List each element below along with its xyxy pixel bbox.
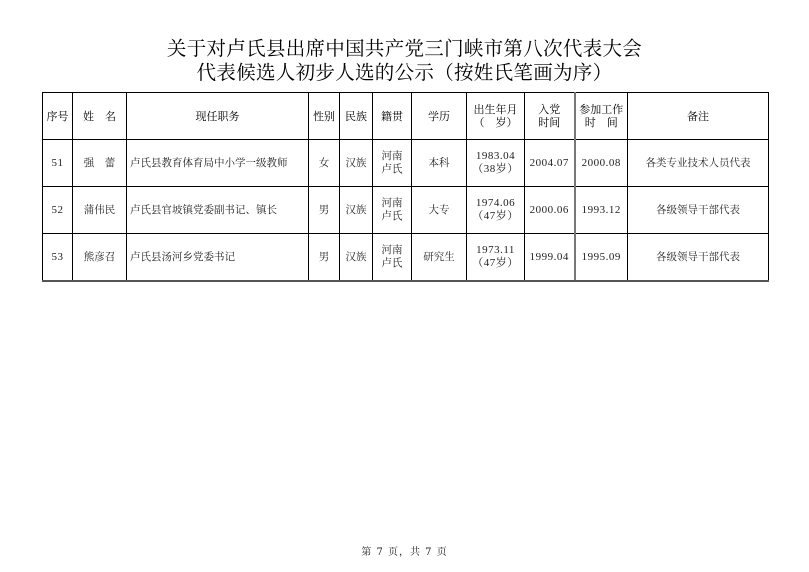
header-work-date (575, 93, 628, 140)
cell-age: （47岁） (472, 210, 519, 222)
cell-seq: 53 (43, 234, 73, 282)
cell-name: 强 蕾 (73, 140, 127, 187)
cell-ethnicity: 汉族 (340, 187, 373, 234)
cell-party-date: 2000.06 (525, 187, 575, 234)
header-education: 学历 (412, 93, 467, 140)
cell-name: 蒲伟民 (73, 187, 127, 234)
cell-gender: 男 (309, 234, 340, 282)
cell-ethnicity: 汉族 (340, 140, 373, 187)
cell-origin-line2: 卢氏 (381, 163, 403, 175)
header-work-line2: 时 间 (584, 116, 618, 129)
header-gender: 性别 (309, 93, 340, 140)
header-party-line1: 入党 (538, 103, 561, 116)
header-name: 姓 名 (73, 93, 127, 140)
table-row (43, 234, 769, 282)
cell-seq: 52 (43, 187, 73, 234)
header-origin: 籍贯 (373, 93, 412, 140)
document-title-line1: 关于对卢氏县出席中国共产党三门峡市第八次代表大会 (166, 37, 643, 60)
cell-name: 熊彦召 (73, 234, 127, 282)
cell-seq: 51 (43, 140, 73, 187)
cell-education: 大专 (412, 187, 467, 234)
header-birth (467, 93, 525, 140)
cell-birth (467, 187, 525, 234)
cell-remark: 各级领导干部代表 (628, 234, 769, 282)
cell-origin-line1: 河南 (381, 244, 403, 256)
cell-ethnicity: 汉族 (340, 234, 373, 282)
document-title-line2: 代表候选人初步人选的公示（按姓氏笔画为序） (196, 61, 613, 84)
cell-origin-line1: 河南 (381, 150, 403, 162)
cell-education: 本科 (412, 140, 467, 187)
cell-position: 卢氏县官坡镇党委副书记、镇长 (127, 187, 309, 234)
table-row (43, 140, 769, 187)
cell-origin-line2: 卢氏 (381, 257, 403, 269)
page-number-footer: 第 7 页，共 7 页 (361, 547, 448, 558)
cell-birth-date: 1974.06 (475, 197, 516, 209)
cell-origin (373, 140, 412, 187)
table-header-row (43, 93, 769, 140)
cell-remark: 各级领导干部代表 (628, 187, 769, 234)
cell-work-date: 1995.09 (575, 234, 628, 282)
cell-birth-date: 1973.11 (476, 244, 515, 256)
cell-age: （38岁） (472, 163, 519, 175)
cell-gender: 男 (309, 187, 340, 234)
cell-work-date: 1993.12 (575, 187, 628, 234)
header-birth-line1: 出生年月 (473, 103, 518, 116)
header-party-line2: 时间 (538, 116, 561, 129)
cell-remark: 各类专业技术人员代表 (628, 140, 769, 187)
header-seq: 序号 (43, 93, 73, 140)
candidate-table (42, 92, 769, 282)
header-ethnicity: 民族 (340, 93, 373, 140)
table-row (43, 187, 769, 234)
cell-origin-line2: 卢氏 (381, 210, 403, 222)
cell-birth-date: 1983.04 (475, 150, 516, 162)
cell-position: 卢氏县教育体育局中小学一级教师 (127, 140, 309, 187)
cell-origin (373, 234, 412, 282)
cell-gender: 女 (309, 140, 340, 187)
header-work-line1: 参加工作 (579, 103, 624, 116)
cell-origin-line1: 河南 (381, 197, 403, 209)
header-birth-line2: （ 岁） (473, 116, 518, 129)
cell-birth (467, 140, 525, 187)
cell-education: 研究生 (412, 234, 467, 282)
cell-origin (373, 187, 412, 234)
cell-birth (467, 234, 525, 282)
cell-position: 卢氏县汤河乡党委书记 (127, 234, 309, 282)
header-remark: 备注 (628, 93, 769, 140)
cell-party-date: 2004.07 (525, 140, 575, 187)
cell-age: （47岁） (472, 257, 519, 269)
header-party-date (525, 93, 575, 140)
cell-party-date: 1999.04 (525, 234, 575, 282)
cell-work-date: 2000.08 (575, 140, 628, 187)
header-position: 现任职务 (127, 93, 309, 140)
